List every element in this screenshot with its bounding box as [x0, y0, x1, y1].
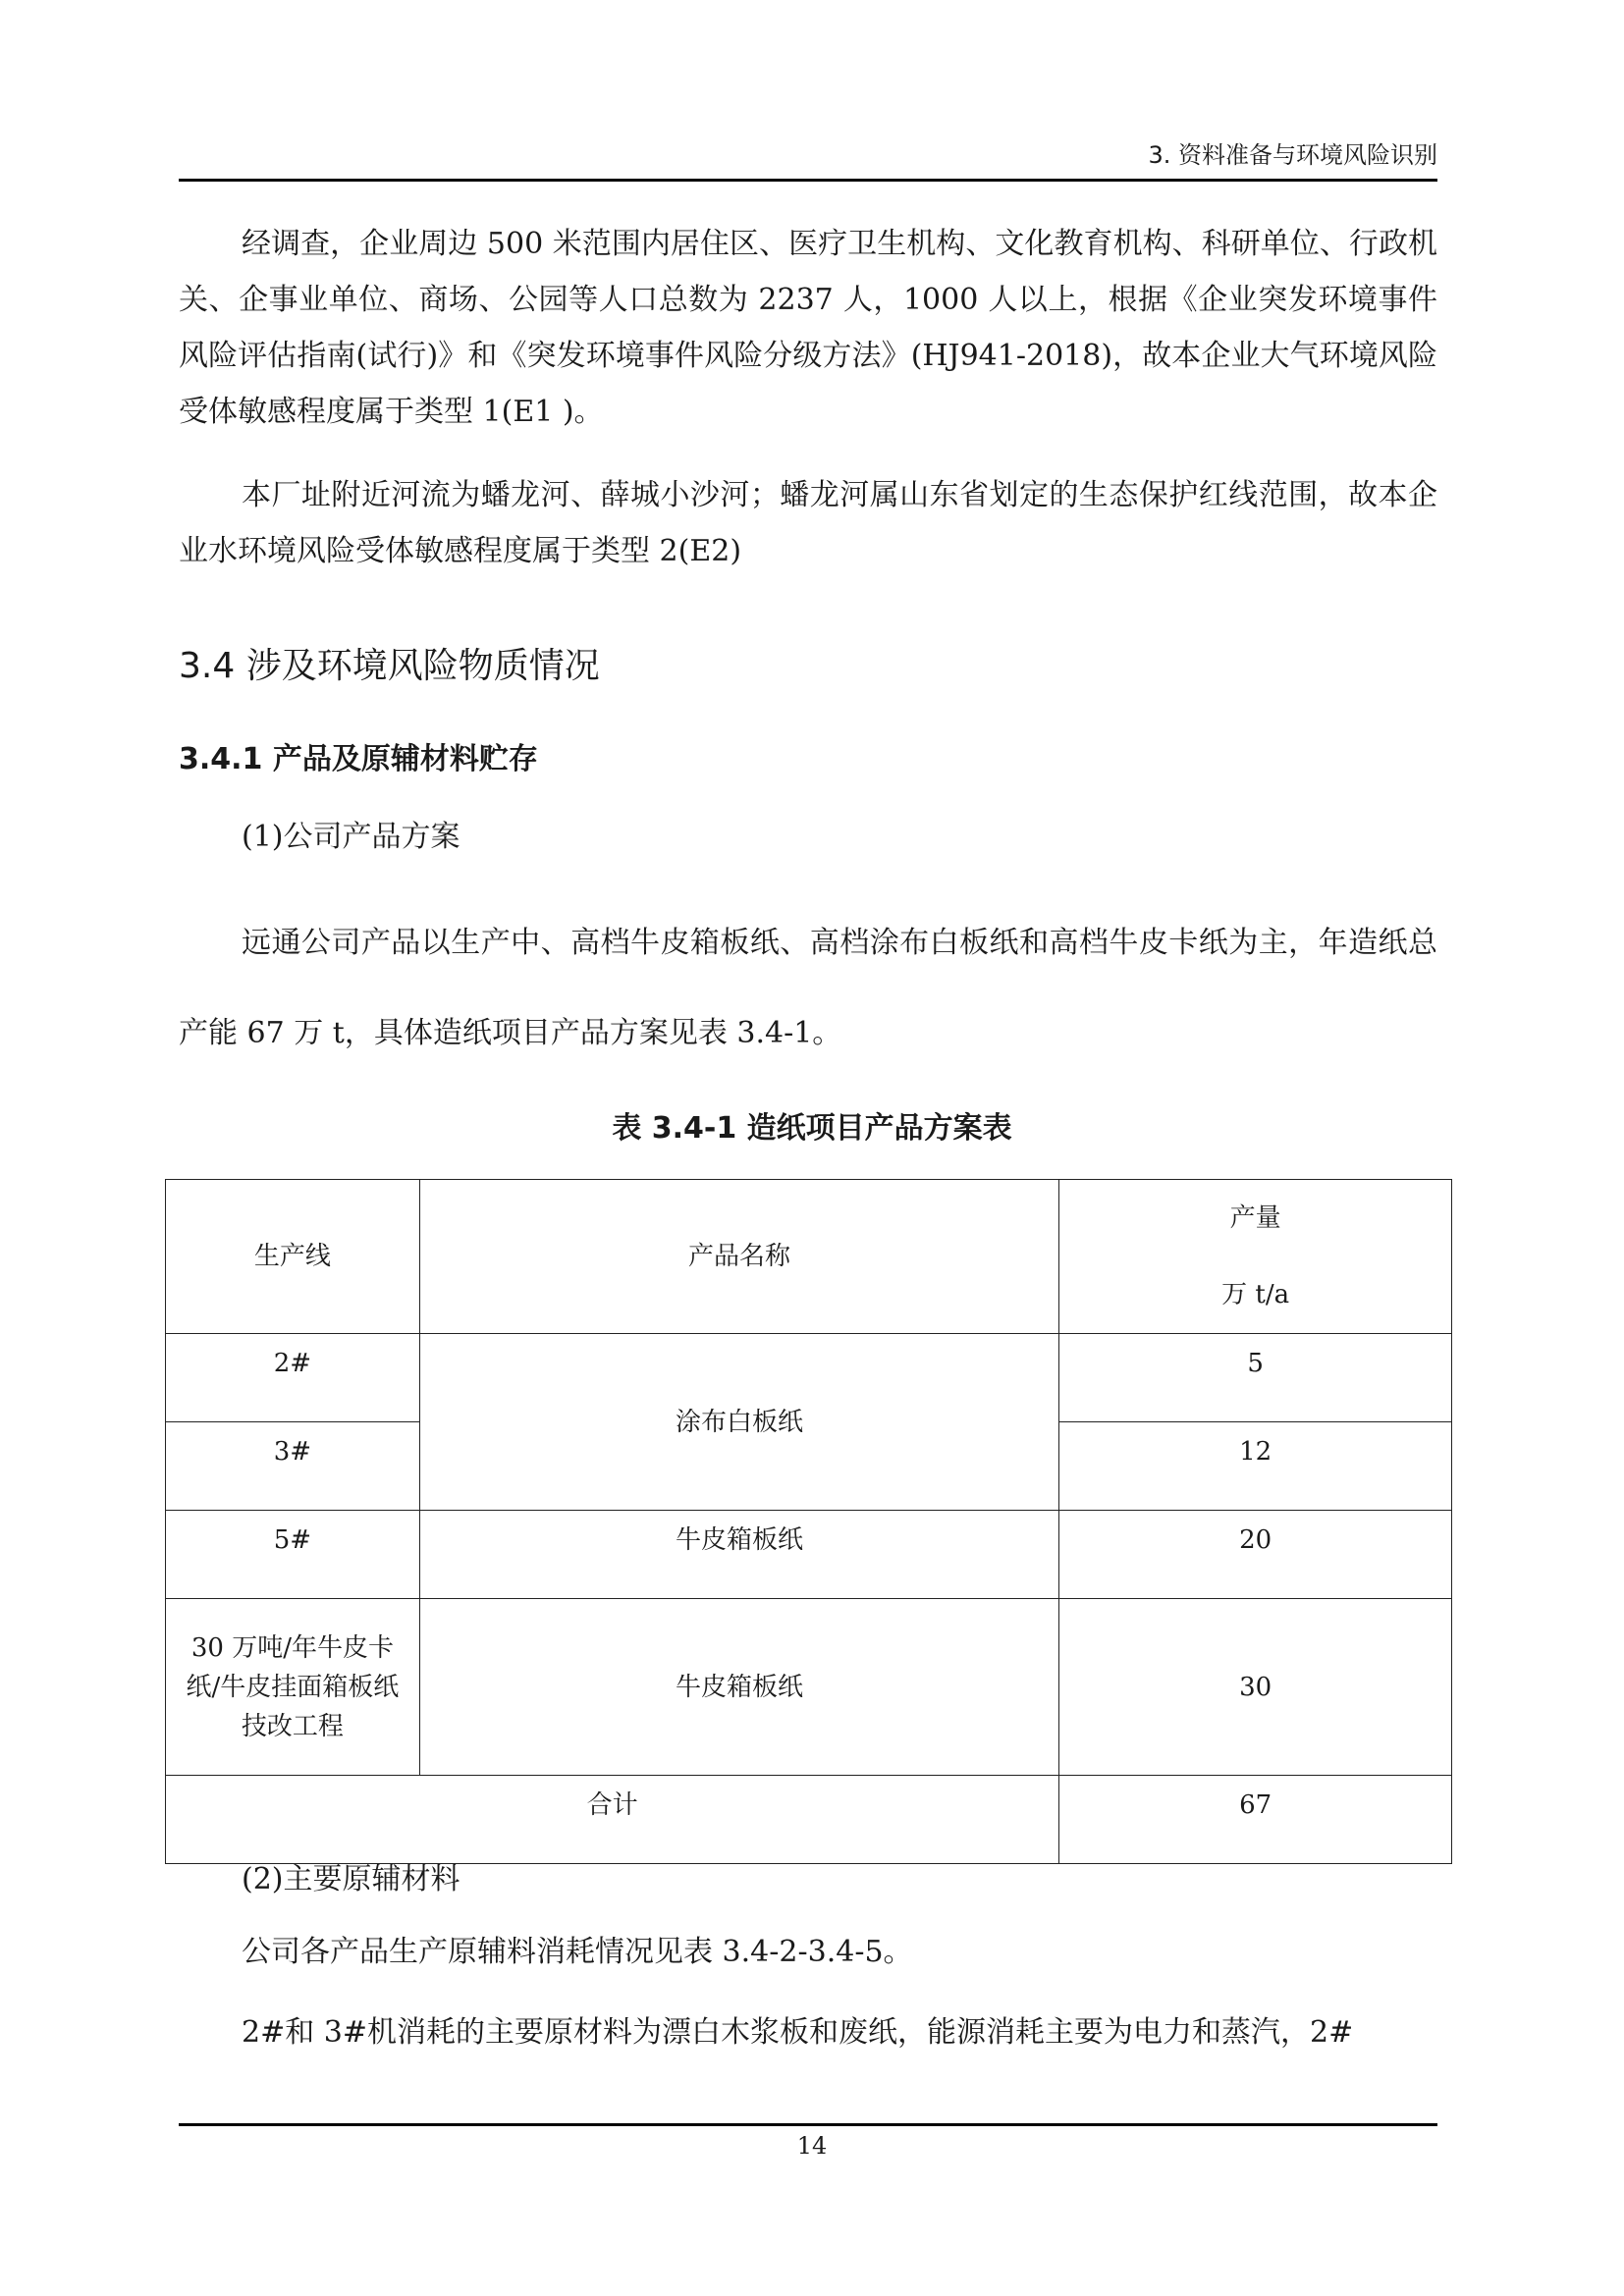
table-row — [166, 1599, 1452, 1776]
cell-line: 30 万吨/年牛皮卡纸/牛皮挂面箱板纸技改工程 — [166, 1599, 420, 1776]
cell-output: 5 — [1059, 1334, 1452, 1422]
sub-heading-products: (1)公司产品方案 — [242, 820, 460, 854]
paragraph-materials-2-3: 2#和 3#机消耗的主要原材料为漂白木浆板和废纸，能源消耗主要为电力和蒸汽，2# — [242, 2015, 1354, 2050]
page-header-title: 3. 资料准备与环境风险识别 — [1148, 141, 1437, 169]
section-heading-3-4-1: 3.4.1 产品及原辅材料贮存 — [179, 742, 538, 776]
cell-total-label: 合计 — [166, 1776, 1059, 1864]
table-header-row — [166, 1180, 1452, 1334]
table-row — [166, 1334, 1452, 1422]
header-product: 产品名称 — [419, 1180, 1058, 1334]
header-rule — [179, 179, 1437, 182]
footer-rule — [179, 2123, 1437, 2126]
sub-heading-materials: (2)主要原辅材料 — [242, 1862, 460, 1896]
cell-line: 3# — [166, 1422, 420, 1511]
cell-product: 牛皮箱板纸 — [419, 1511, 1058, 1599]
cell-output: 30 — [1059, 1599, 1452, 1776]
header-output-label: 产量 — [1229, 1203, 1281, 1233]
cell-line: 5# — [166, 1511, 420, 1599]
paragraph-materials-ref: 公司各产品生产原辅料消耗情况见表 3.4-2-3.4-5。 — [242, 1935, 913, 1969]
paragraph-products: 远通公司产品以生产中、高档牛皮箱板纸、高档涂布白板纸和高档牛皮卡纸为主，年造纸总产能 67 万 t，具体造纸项目产品方案见表 3.4-1。 — [179, 926, 1437, 1050]
table-caption: 表 3.4-1 造纸项目产品方案表 — [612, 1111, 1012, 1146]
header-output-unit: 万 t/a — [1221, 1280, 1290, 1309]
header-output — [1059, 1180, 1452, 1334]
cell-total-output: 67 — [1059, 1776, 1452, 1864]
cell-product: 牛皮箱板纸 — [419, 1599, 1058, 1776]
section-heading-3-4: 3.4 涉及环境风险物质情况 — [179, 646, 600, 686]
cell-product: 涂布白板纸 — [419, 1334, 1058, 1511]
table-row — [166, 1511, 1452, 1599]
cell-line: 2# — [166, 1334, 420, 1422]
page-number: 14 — [796, 2132, 828, 2160]
paragraph-population: 经调查，企业周边 500 米范围内居住区、医疗卫生机构、文化教育机构、科研单位、行政机关、企事业单位、商场、公园等人口总数为 2237 人，1000 人以上，根据《企业突发环境事件风险评估指南(试行)》和《突发环境事件风险分级方法》(HJ941-2018)，故本企业大气环境风险受体敏感程度属于类型 1(E1 )。 — [179, 227, 1437, 429]
cell-output: 20 — [1059, 1511, 1452, 1599]
product-plan-table — [165, 1179, 1452, 1864]
cell-output: 12 — [1059, 1422, 1452, 1511]
table-total-row — [166, 1776, 1452, 1864]
paragraph-river: 本厂址附近河流为蟠龙河、薛城小沙河；蟠龙河属山东省划定的生态保护红线范围，故本企业水环境风险受体敏感程度属于类型 2(E2) — [179, 478, 1437, 568]
header-line: 生产线 — [166, 1180, 420, 1334]
